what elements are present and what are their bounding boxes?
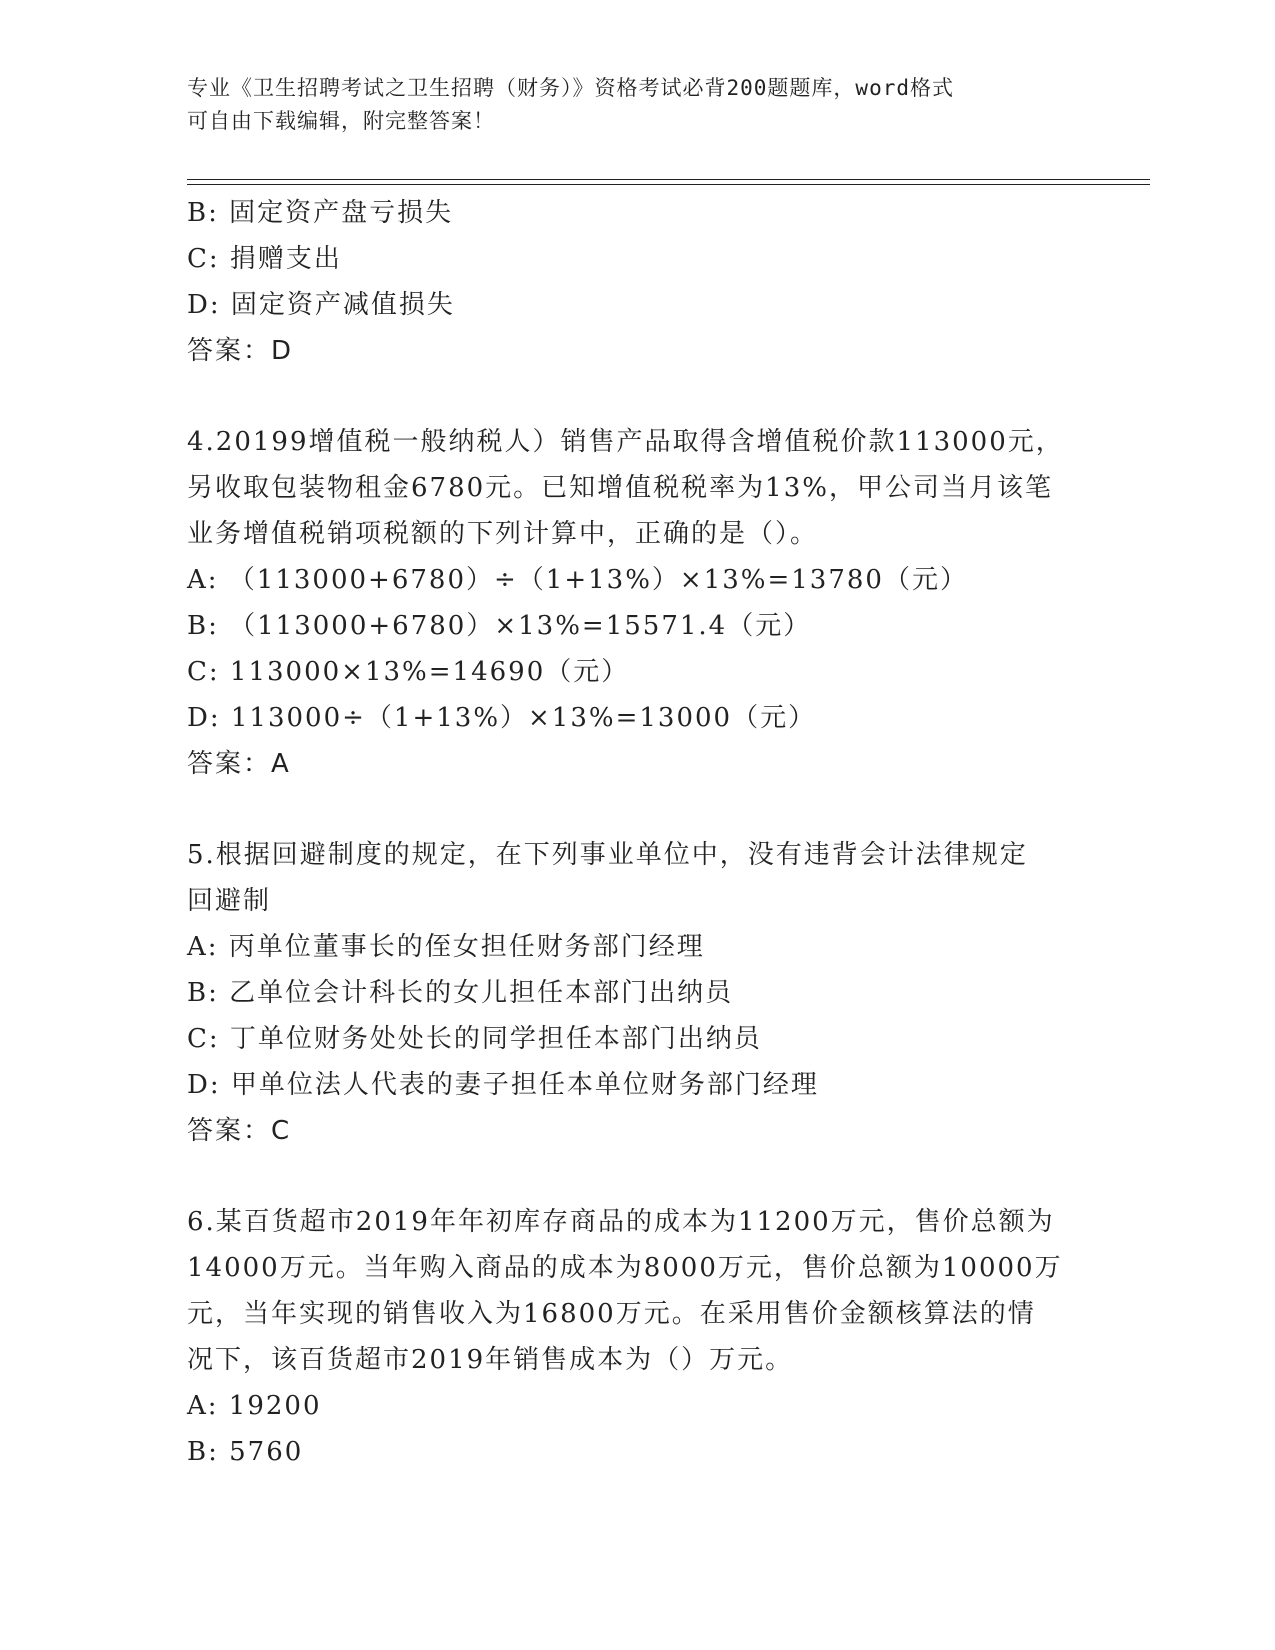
question-text: 6.某百货超市2019年年初库存商品的成本为11200万元，售价总额为 [187,1207,1055,1237]
option-c: C: 丁单位财务处处长的同学担任本部门出纳员 [187,1024,762,1054]
header-line-2: 可自由下载编辑，附完整答案！ [187,109,495,133]
spacer [187,374,1087,419]
question-text: 元，当年实现的销售收入为16800万元。在采用售价金额核算法的情 [187,1299,1036,1329]
question-block-6 [187,1199,1087,1475]
option-d: D: 甲单位法人代表的妻子担任本单位财务部门经理 [187,1070,819,1100]
header-line-1: 专业《卫生招聘考试之卫生招聘（财务）》资格考试必背200题题库，word格式 [187,76,954,100]
answer-line: 答案：C [187,1116,292,1146]
question-text: 5.根据回避制度的规定，在下列事业单位中，没有违背会计法律规定 [187,840,1028,870]
option-b: B: （113000+6780）×13%=15571.4（元） [187,611,812,641]
option-a: A: 丙单位董事长的侄女担任财务部门经理 [187,932,705,962]
answer-line: 答案：A [187,749,291,779]
question-block-4 [187,419,1087,787]
page-header [187,72,1067,138]
option-c: C: 捐赠支出 [187,244,342,274]
question-text: 另收取包装物租金6780元。已知增值税税率为13%，甲公司当月该笔 [187,473,1053,503]
option-b: B: 乙单位会计科长的女儿担任本部门出纳员 [187,978,734,1008]
option-d: D: 固定资产减值损失 [187,290,455,320]
question-text: 14000万元。当年购入商品的成本为8000万元，售价总额为10000万 [187,1253,1063,1283]
option-a: A: 19200 [187,1391,322,1421]
option-d: D: 113000÷（1+13%）×13%=13000（元） [187,703,817,733]
spacer [187,787,1087,832]
question-text: 4.20199增值税一般纳税人）销售产品取得含增值税价款113000元， [187,427,1064,457]
question-block-5 [187,832,1087,1154]
document-body [187,190,1087,1475]
header-divider-top [187,179,1150,180]
question-text: 业务增值税销项税额的下列计算中，正确的是（）。 [187,519,819,549]
question-text: 回避制 [187,886,272,916]
option-b: B: 固定资产盘亏损失 [187,198,454,228]
option-c: C: 113000×13%=14690（元） [187,657,630,687]
question-text: 况下，该百货超市2019年销售成本为（）万元。 [187,1345,794,1375]
option-b: B: 5760 [187,1437,304,1467]
header-divider-bottom [187,184,1150,185]
answer-line: 答案：D [187,336,294,366]
spacer [187,1154,1087,1199]
question-block-3 [187,190,1087,374]
option-a: A: （113000+6780）÷（1+13%）×13%=13780（元） [187,565,968,595]
